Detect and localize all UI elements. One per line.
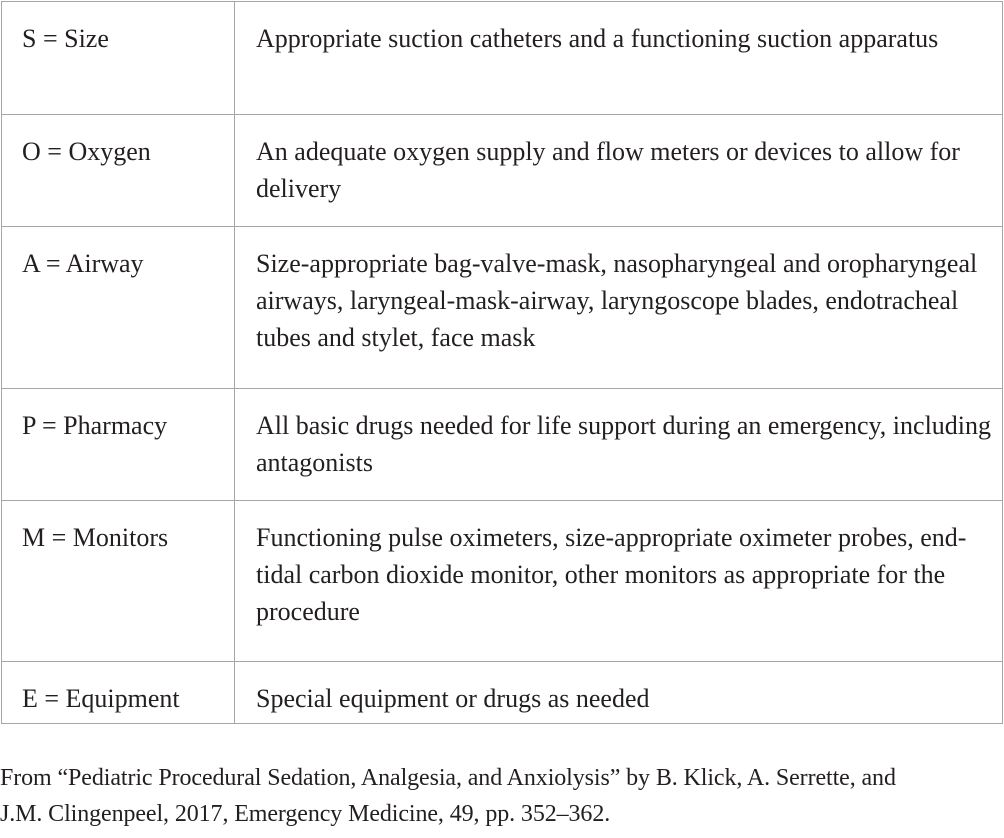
term-label: S = Size xyxy=(22,24,109,53)
term-cell xyxy=(2,2,235,115)
table-row xyxy=(2,2,1003,115)
term-label: A = Airway xyxy=(22,249,144,278)
description-cell xyxy=(235,662,1003,724)
description-cell xyxy=(235,2,1003,115)
term-cell xyxy=(2,501,235,662)
table-row xyxy=(2,501,1003,662)
description-text: Size-appropriate bag-valve-mask, nasopharyngeal and oropharyngeal airways, laryngeal-mask-airway, laryngoscope blades, endotracheal tubes and stylet, face mask xyxy=(256,249,978,352)
table-row xyxy=(2,389,1003,501)
source-caption xyxy=(0,760,1004,832)
description-text: Special equipment or drugs as needed xyxy=(256,684,650,713)
table-row xyxy=(2,662,1003,724)
description-cell xyxy=(235,227,1003,389)
table-row xyxy=(2,227,1003,389)
term-cell xyxy=(2,227,235,389)
term-cell xyxy=(2,115,235,227)
term-label: P = Pharmacy xyxy=(22,411,168,440)
term-label: E = Equipment xyxy=(22,684,180,713)
description-cell xyxy=(235,501,1003,662)
table-row xyxy=(2,115,1003,227)
term-cell xyxy=(2,662,235,724)
term-label: M = Monitors xyxy=(22,523,169,552)
caption-line-2: J.M. Clingenpeel, 2017, Emergency Medicine, 49, pp. 352–362. xyxy=(0,801,611,827)
description-text: An adequate oxygen supply and flow meters or devices to allow for delivery xyxy=(256,137,960,203)
soap-mnemonic-table xyxy=(1,1,1003,724)
description-text: All basic drugs needed for life support during an emergency, including antagonists xyxy=(256,411,992,477)
description-text: Functioning pulse oximeters, size-appropriate oximeter probes, end-tidal carbon dioxide monitor, other monitors as appropriate for the procedure xyxy=(256,523,967,626)
term-cell xyxy=(2,389,235,501)
term-label: O = Oxygen xyxy=(22,137,151,166)
caption-line-1: From “Pediatric Procedural Sedation, Analgesia, and Anxiolysis” by B. Klick, A. Serrette, and xyxy=(0,765,896,791)
description-cell xyxy=(235,115,1003,227)
description-cell xyxy=(235,389,1003,501)
description-text: Appropriate suction catheters and a functioning suction apparatus xyxy=(256,24,939,53)
